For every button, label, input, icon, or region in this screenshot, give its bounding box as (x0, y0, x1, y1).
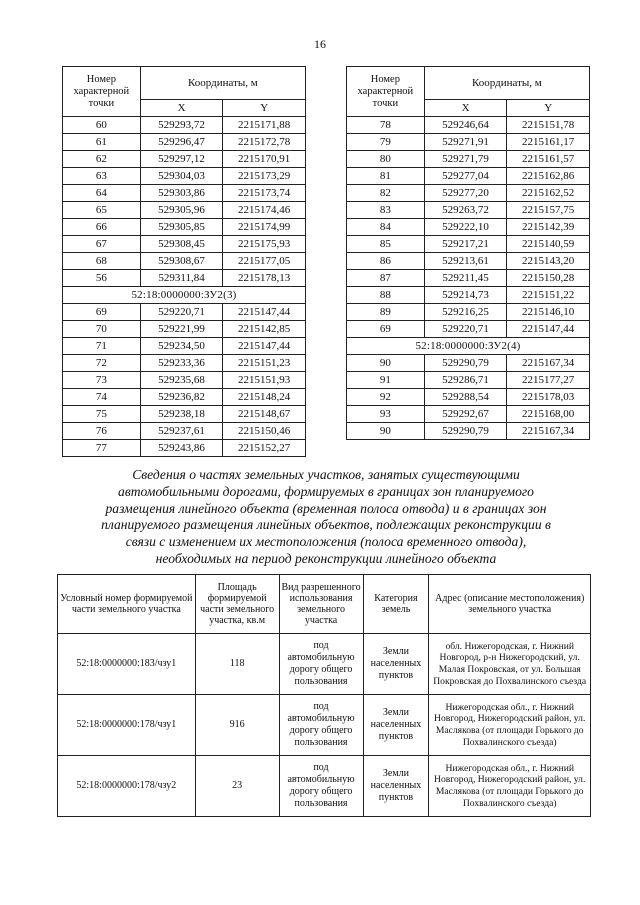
table-row (347, 117, 590, 134)
point-number: 75 (63, 406, 141, 423)
coord-y: 2215167,34 (507, 423, 590, 440)
point-number: 88 (347, 287, 425, 304)
parcel-label: 52:18:0000000:ЗУ2(4) (347, 338, 590, 355)
coord-x: 529277,04 (424, 168, 507, 185)
point-number: 72 (63, 355, 141, 372)
coord-x: 529290,79 (424, 355, 507, 372)
coord-x: 529235,68 (140, 372, 223, 389)
header-address: Адрес (описание местоположения) земельного участка (429, 575, 591, 634)
coordinates-table-left (62, 66, 306, 457)
part-number: 52:18:0000000:178/чзу1 (58, 695, 196, 756)
point-number: 90 (347, 355, 425, 372)
table-row (63, 202, 306, 219)
coord-y: 2215142,39 (507, 219, 590, 236)
point-number: 93 (347, 406, 425, 423)
coord-y: 2215162,52 (507, 185, 590, 202)
coord-y: 2215161,57 (507, 151, 590, 168)
point-number: 76 (63, 423, 141, 440)
coord-y: 2215146,10 (507, 304, 590, 321)
table-row (63, 338, 306, 355)
table-row (347, 389, 590, 406)
table-row (347, 287, 590, 304)
coord-y: 2215143,20 (507, 253, 590, 270)
header-x: X (140, 100, 223, 117)
point-number: 74 (63, 389, 141, 406)
point-number: 61 (63, 134, 141, 151)
table-row (63, 253, 306, 270)
point-number: 64 (63, 185, 141, 202)
coord-y: 2215148,67 (223, 406, 306, 423)
table-row (63, 321, 306, 338)
table-row (63, 406, 306, 423)
point-number: 84 (347, 219, 425, 236)
part-area: 118 (195, 634, 279, 695)
table-row (347, 372, 590, 389)
table-row (347, 219, 590, 236)
coord-y: 2215168,00 (507, 406, 590, 423)
part-use: под автомобильную дорогу общего пользования (279, 695, 363, 756)
coord-y: 2215178,03 (507, 389, 590, 406)
coord-x: 529288,54 (424, 389, 507, 406)
point-number: 70 (63, 321, 141, 338)
parcel-label: 52:18:0000000:ЗУ2(3) (63, 287, 306, 304)
coord-x: 529217,21 (424, 236, 507, 253)
coord-x: 529213,61 (424, 253, 507, 270)
part-address: обл. Нижегородская, г. Нижний Новгород, р-н Нижегородский, ул. Малая Покровская, от ул. Большая Покровская до Похвалинского съезда (429, 634, 591, 695)
coord-x: 529308,67 (140, 253, 223, 270)
coord-y: 2215151,23 (223, 355, 306, 372)
coord-y: 2215142,85 (223, 321, 306, 338)
table-row (58, 695, 591, 756)
part-category: Земли населенных пунктов (363, 634, 429, 695)
table-row (58, 634, 591, 695)
coord-y: 2215173,74 (223, 185, 306, 202)
part-area: 23 (195, 756, 279, 817)
coord-y: 2215175,93 (223, 236, 306, 253)
coord-x: 529233,36 (140, 355, 223, 372)
part-area: 916 (195, 695, 279, 756)
coord-y: 2215162,86 (507, 168, 590, 185)
table-row (347, 355, 590, 372)
coord-x: 529236,82 (140, 389, 223, 406)
coord-y: 2215177,05 (223, 253, 306, 270)
heading-line: необходимых на период реконструкции линейного объекта (155, 550, 497, 566)
table-row (347, 185, 590, 202)
coord-x: 529271,91 (424, 134, 507, 151)
point-number: 78 (347, 117, 425, 134)
coord-y: 2215152,27 (223, 440, 306, 457)
header-point-number: Номер характерной точки (347, 67, 425, 117)
coord-y: 2215172,78 (223, 134, 306, 151)
part-address: Нижегородская обл., г. Нижний Новгород, Нижегородский район, ул. Маслякова (от площади Горького до Похвалинского съезда) (429, 695, 591, 756)
coord-x: 529305,96 (140, 202, 223, 219)
table-row (63, 372, 306, 389)
part-number: 52:18:0000000:178/чзу2 (58, 756, 196, 817)
part-category: Земли населенных пунктов (363, 695, 429, 756)
point-number: 69 (63, 304, 141, 321)
table-row (347, 321, 590, 338)
point-number: 85 (347, 236, 425, 253)
coord-y: 2215161,17 (507, 134, 590, 151)
header-point-number: Номер характерной точки (63, 67, 141, 117)
point-number: 87 (347, 270, 425, 287)
point-number: 63 (63, 168, 141, 185)
coord-y: 2215157,75 (507, 202, 590, 219)
header-part-number: Условный номер формируемой части земельного участка (58, 575, 196, 634)
coord-x: 529277,20 (424, 185, 507, 202)
table-row (63, 236, 306, 253)
table-row (63, 440, 306, 457)
table-row (63, 304, 306, 321)
part-category: Земли населенных пунктов (363, 756, 429, 817)
point-number: 86 (347, 253, 425, 270)
parcel-label-row (347, 338, 590, 355)
coord-y: 2215150,46 (223, 423, 306, 440)
coord-y: 2215170,91 (223, 151, 306, 168)
part-use: под автомобильную дорогу общего пользования (279, 634, 363, 695)
point-number: 79 (347, 134, 425, 151)
point-number: 89 (347, 304, 425, 321)
coord-x: 529220,71 (424, 321, 507, 338)
table-row (58, 756, 591, 817)
coord-x: 529296,47 (140, 134, 223, 151)
parcel-label-row (63, 287, 306, 304)
point-number: 81 (347, 168, 425, 185)
header-coordinates: Координаты, м (424, 67, 589, 100)
point-number: 65 (63, 202, 141, 219)
header-coordinates: Координаты, м (140, 67, 305, 100)
coord-y: 2215151,93 (223, 372, 306, 389)
heading-line: планируемого размещения линейных объектов, подлежащих реконструкции в (101, 517, 551, 533)
table-row (63, 219, 306, 236)
coord-x: 529271,79 (424, 151, 507, 168)
coord-y: 2215148,24 (223, 389, 306, 406)
coord-y: 2215147,44 (223, 338, 306, 355)
point-number: 67 (63, 236, 141, 253)
table-row (347, 304, 590, 321)
land-parts-table (57, 574, 591, 817)
coord-y: 2215167,34 (507, 355, 590, 372)
page-number: 16 (314, 37, 326, 51)
table-row (347, 253, 590, 270)
coord-y: 2215151,78 (507, 117, 590, 134)
coord-x: 529308,45 (140, 236, 223, 253)
coord-y: 2215140,59 (507, 236, 590, 253)
coord-x: 529238,18 (140, 406, 223, 423)
point-number: 83 (347, 202, 425, 219)
point-number: 82 (347, 185, 425, 202)
header-land-category: Категория земель (363, 575, 429, 634)
coord-y: 2215174,46 (223, 202, 306, 219)
point-number: 91 (347, 372, 425, 389)
header-x: X (424, 100, 507, 117)
heading-line: Сведения о частях земельных участков, занятых существующими (132, 467, 520, 482)
heading-line: размещения линейного объекта (временная полоса отвода) и в границах зон (105, 500, 547, 516)
coord-x: 529246,64 (424, 117, 507, 134)
point-number: 66 (63, 219, 141, 236)
table-row (63, 168, 306, 185)
part-number: 52:18:0000000:183/чзу1 (58, 634, 196, 695)
part-use: под автомобильную дорогу общего пользования (279, 756, 363, 817)
point-number: 56 (63, 270, 141, 287)
table-row (63, 270, 306, 287)
table-row (347, 151, 590, 168)
section-heading (62, 467, 590, 568)
header-permitted-use: Вид разрешенного использования земельного участка (279, 575, 363, 634)
coord-x: 529304,03 (140, 168, 223, 185)
coord-x: 529292,67 (424, 406, 507, 423)
coord-x: 529237,61 (140, 423, 223, 440)
table-row (63, 151, 306, 168)
coord-y: 2215174,99 (223, 219, 306, 236)
point-number: 62 (63, 151, 141, 168)
coord-x: 529234,50 (140, 338, 223, 355)
header-y: Y (223, 100, 306, 117)
coord-x: 529222,10 (424, 219, 507, 236)
table-row (63, 134, 306, 151)
coord-y: 2215177,27 (507, 372, 590, 389)
heading-line: автомобильными дорогами, формируемых в границах зон планируемого (118, 483, 534, 499)
coord-y: 2215150,28 (507, 270, 590, 287)
table-row (347, 270, 590, 287)
table-row (347, 134, 590, 151)
coord-x: 529216,25 (424, 304, 507, 321)
coord-x: 529293,72 (140, 117, 223, 134)
point-number: 73 (63, 372, 141, 389)
coord-x: 529220,71 (140, 304, 223, 321)
coord-x: 529214,73 (424, 287, 507, 304)
table-row (63, 423, 306, 440)
coord-x: 529303,86 (140, 185, 223, 202)
point-number: 92 (347, 389, 425, 406)
table-row (347, 406, 590, 423)
point-number: 71 (63, 338, 141, 355)
point-number: 80 (347, 151, 425, 168)
table-row (63, 185, 306, 202)
table-row (347, 236, 590, 253)
point-number: 68 (63, 253, 141, 270)
part-address: Нижегородская обл., г. Нижний Новгород, Нижегородский район, ул. Маслякова (от площади Горького до Похвалинского съезда) (429, 756, 591, 817)
coord-x: 529286,71 (424, 372, 507, 389)
header-area: Площадь формируемой части земельного участка, кв.м (195, 575, 279, 634)
table-row (63, 355, 306, 372)
header-y: Y (507, 100, 590, 117)
heading-line: связи с изменением их местоположения (полоса временного отвода), (125, 534, 527, 550)
coord-x: 529290,79 (424, 423, 507, 440)
table-row (347, 202, 590, 219)
table-row (63, 117, 306, 134)
point-number: 60 (63, 117, 141, 134)
coord-y: 2215171,88 (223, 117, 306, 134)
coord-x: 529311,84 (140, 270, 223, 287)
coord-x: 529243,86 (140, 440, 223, 457)
coordinates-table-right (346, 66, 590, 440)
coord-x: 529263,72 (424, 202, 507, 219)
coord-x: 529305,85 (140, 219, 223, 236)
point-number: 77 (63, 440, 141, 457)
point-number: 69 (347, 321, 425, 338)
table-row (347, 168, 590, 185)
coord-y: 2215147,44 (507, 321, 590, 338)
coord-x: 529297,12 (140, 151, 223, 168)
coord-x: 529211,45 (424, 270, 507, 287)
table-row (63, 389, 306, 406)
coord-y: 2215147,44 (223, 304, 306, 321)
coord-y: 2215173,29 (223, 168, 306, 185)
coord-x: 529221,99 (140, 321, 223, 338)
coord-y: 2215151,22 (507, 287, 590, 304)
coord-y: 2215178,13 (223, 270, 306, 287)
table-row (347, 423, 590, 440)
point-number: 90 (347, 423, 425, 440)
